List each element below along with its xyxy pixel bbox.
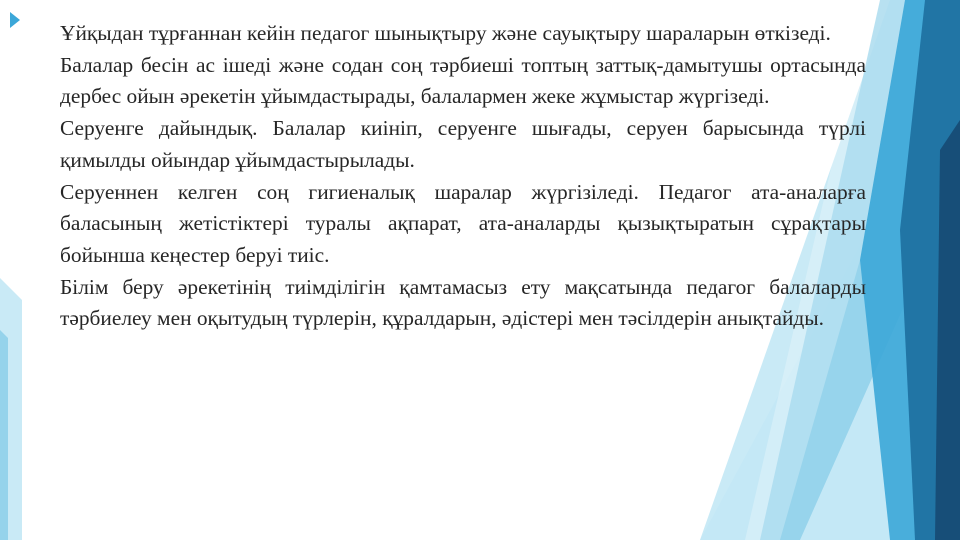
paragraph-3: Серуенге дайындық. Балалар киініп, серуенге шығады, серуен барысында түрлі қимылды ойындар ұйымдастырылады. bbox=[60, 116, 866, 172]
paragraph-2: Балалар бесін ас ішеді және содан соң тәрбиеші топтың заттық-дамытушы ортасында дербес ойын әрекетін ұйымдастырады, балалармен жеке жұмыстар жүргізеді. bbox=[60, 52, 866, 109]
left-accent-strip bbox=[0, 330, 8, 540]
paragraph-5: Білім беру әрекетінің тиімділігін қамтамасыз ету мақсатында педагог балаларды тәрбиелеу мен оқытудың түрлерін, құралдарын, әдістері мен тәсілдерін анықтайды. bbox=[60, 274, 866, 331]
paragraph-4: Серуеннен келген соң гигиеналық шаралар жүргізіледі. Педагог ата-аналарға баласының жетістіктері туралы ақпарат, ата-аналарды қызықтыратын сұрақтары бойынша кеңестер беруі тиіс. bbox=[60, 179, 866, 267]
body-text bbox=[60, 18, 866, 335]
paragraph-1: Ұйқыдан тұрғаннан кейін педагог шынықтыру және сауықтыру шараларын өткізеді. bbox=[60, 21, 831, 45]
arrow-icon bbox=[10, 12, 20, 28]
